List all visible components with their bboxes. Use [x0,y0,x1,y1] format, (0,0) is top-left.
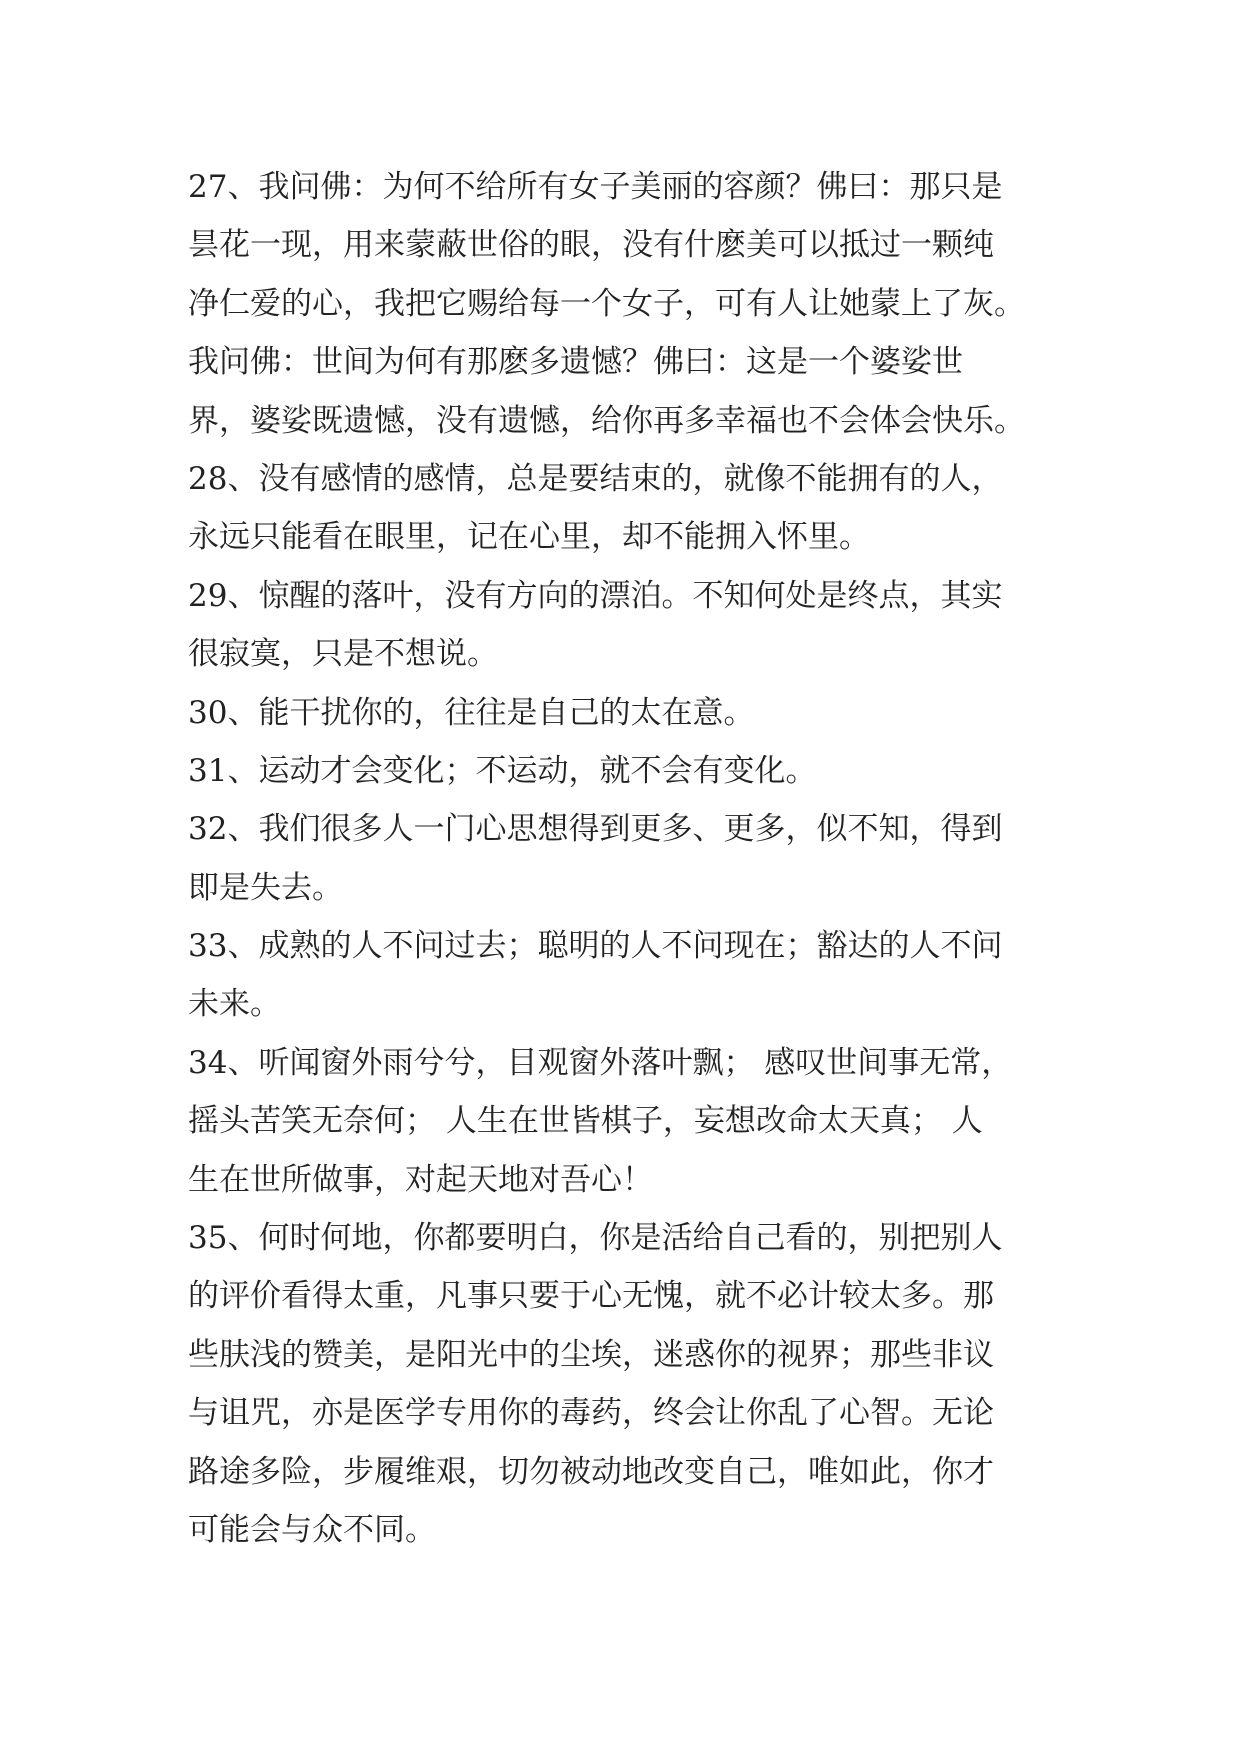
document-body [188,158,1063,1559]
text-line: 27、我问佛：为何不给所有女子美丽的容颜？佛曰：那只是 [188,169,1003,205]
text-line: 生在世所做事，对起天地对吾心！ [188,1161,653,1198]
text-line: 35、何时何地，你都要明白，你是活给自己看的，别把别人 [188,1220,1003,1257]
text-line: 可能会与众不同。 [188,1511,436,1548]
text-line: 界，婆娑既遗憾，没有遗憾，给你再多幸福也不会体会快乐。 [188,402,1025,439]
text-line: 30、能干扰你的，往往是自己的太在意。 [188,694,755,731]
text-line: 28、没有感情的感情，总是要结束的，就像不能拥有的人， [188,460,1003,497]
text-line: 我问佛：世间为何有那麽多遗憾？佛曰：这是一个婆娑世 [188,344,963,381]
text-line: 的评价看得太重，凡事只要于心无愧，就不必计较太多。那 [188,1278,994,1315]
text-line: 32、我们很多人一门心思想得到更多、更多，似不知，得到 [188,811,1003,848]
text-line: 很寂寞，只是不想说。 [188,636,498,673]
text-line: 些肤浅的赞美，是阳光中的尘埃，迷惑你的视界；那些非议 [188,1336,994,1373]
text-line: 即是失去。 [188,869,343,906]
text-line: 摇头苦笑无奈何； 人生在世皆棋子，妄想改命太天真； 人 [188,1103,983,1140]
text-line: 未来。 [188,986,281,1023]
text-line: 永远只能看在眼里，记在心里，却不能拥入怀里。 [188,519,870,556]
text-line: 与诅咒，亦是医学专用你的毒药，终会让你乱了心智。无论 [188,1395,994,1432]
text-line: 29、惊醒的落叶，没有方向的漂泊。不知何处是终点，其实 [188,577,1003,614]
text-line: 路途多险，步履维艰，切勿被动地改变自己，唯如此，你才 [188,1453,994,1490]
text-line: 昙花一现，用来蒙蔽世俗的眼，没有什麽美可以抵过一颗纯 [188,227,994,264]
text-line: 34、听闻窗外雨兮兮，目观窗外落叶飘； 感叹世间事无常， [188,1044,1013,1081]
text-line: 33、成熟的人不问过去；聪明的人不问现在；豁达的人不问 [188,928,1003,965]
text-line: 31、运动才会变化；不运动，就不会有变化。 [188,752,817,789]
text-line: 净仁爱的心，我把它赐给每一个女子，可有人让她蒙上了灰。 [188,285,1025,322]
